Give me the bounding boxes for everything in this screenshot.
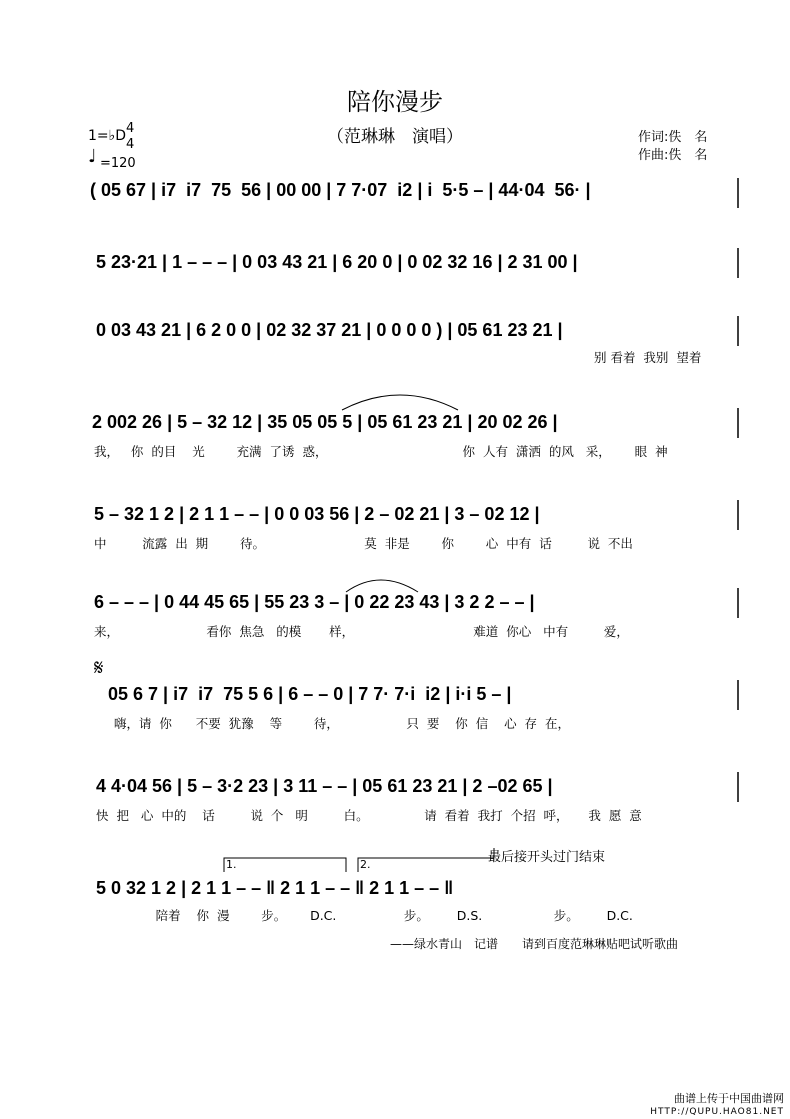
site-watermark-line2: HTTP://QUPU.HAO81.NET [650, 1107, 784, 1117]
volta-bracket-2 [358, 848, 494, 872]
lyrics-line-5: 中 流露 出 期 待。 莫 非是 你 心 中有 话 说 不出 [94, 536, 633, 551]
notes-line-3: 0 03 43 21 | 6 2 0 0 | 02 32 37 21 | 0 0 0 0 ) | 05 61 23 21 | [96, 320, 563, 340]
notes-line-1: ( 05 67 | i7 i7 75 56 | 00 00 | 7 7·07 i2 | i 5·5 – | 44·04 56· | [90, 180, 591, 200]
lyrics-line-3: 别 看着 我别 望着 [594, 350, 702, 365]
notes-line-8: 4 4·04 56 | 5 – 3·2 23 | 3 11 – – | 05 61 23 21 | 2 –02 65 | [96, 776, 553, 796]
lyrics-line-4: 我， 你 的目 光 充满 了诱 惑， 你 人有 潇洒 的风 采， 眼 神 [94, 444, 668, 459]
segno-icon: 𝄋 [94, 656, 104, 681]
site-watermark-line1: 曲谱上传于中国曲谱网 [674, 1092, 784, 1105]
ending-instruction: 最后接开头过门结束 [488, 850, 606, 865]
time-signature-bottom: 4 [126, 137, 135, 152]
lyrics-line-8: 快 把 心 中的 话 说 个 明 白。 请 看着 我打 个招 呼， 我 愿 意 [96, 808, 642, 823]
song-title: 陪你漫步 [347, 88, 443, 116]
key-signature: 1=♭D [88, 128, 127, 144]
lyrics-line-7: 嗨，请 你 不要 犹豫 等 待， 只 要 你 信 心 存 在， [106, 716, 570, 731]
slur-line-4 [342, 395, 458, 410]
notes-line-6: 6 – – – | 0 44 45 65 | 55 23 3 – | 0 22 23 43 | 3 2 2 – – | [94, 592, 535, 612]
song-subtitle: （范琳琳 演唱） [327, 127, 463, 147]
slur-line-6 [346, 580, 418, 592]
quarter-note-icon: ♩ [88, 146, 97, 167]
volta-1-label: 1. [226, 858, 237, 871]
tempo-marking: =120 [100, 156, 136, 171]
notes-line-2: 5 23·21 | 1 – – – | 0 03 43 21 | 6 20 0 | 0 02 32 16 | 2 31 00 | [96, 252, 578, 272]
notes-line-7: 05 6 7 | i7 i7 75 5 6 | 6 – – 0 | 7 7· 7·i i2 | i·i 5 – | [108, 684, 512, 704]
lyrics-line-6: 来， 看你 焦急 的模 样， 难道 你心 中有 爱， [94, 624, 629, 639]
lyricist-credit: 作词:佚 名 [638, 130, 708, 145]
volta-2-label: 2. [360, 858, 371, 871]
lyrics-line-9: 陪着 你 漫 步。 D.C. 步。 D.S. 步。 D.C. [96, 908, 633, 923]
notes-line-5: 5 – 32 1 2 | 2 1 1 – – | 0 0 03 56 | 2 – 02 21 | 3 – 02 12 | [94, 504, 540, 524]
notes-line-4: 2 002 26 | 5 – 32 12 | 35 05 05 5 | 05 61 23 21 | 20 02 26 | [92, 412, 558, 432]
time-signature-top: 4 [126, 121, 135, 136]
composer-credit: 作曲:佚 名 [638, 148, 708, 163]
transcriber-credit: ——绿水青山 记谱 请到百度范琳琳贴吧试听歌曲 [390, 937, 679, 951]
volta-bracket-1 [224, 858, 346, 872]
notes-line-9: 5 0 32 1 2 | 2 1 1 – – ‖ 2 1 1 – – ‖ 2 1 1 – – ‖ [96, 878, 454, 898]
